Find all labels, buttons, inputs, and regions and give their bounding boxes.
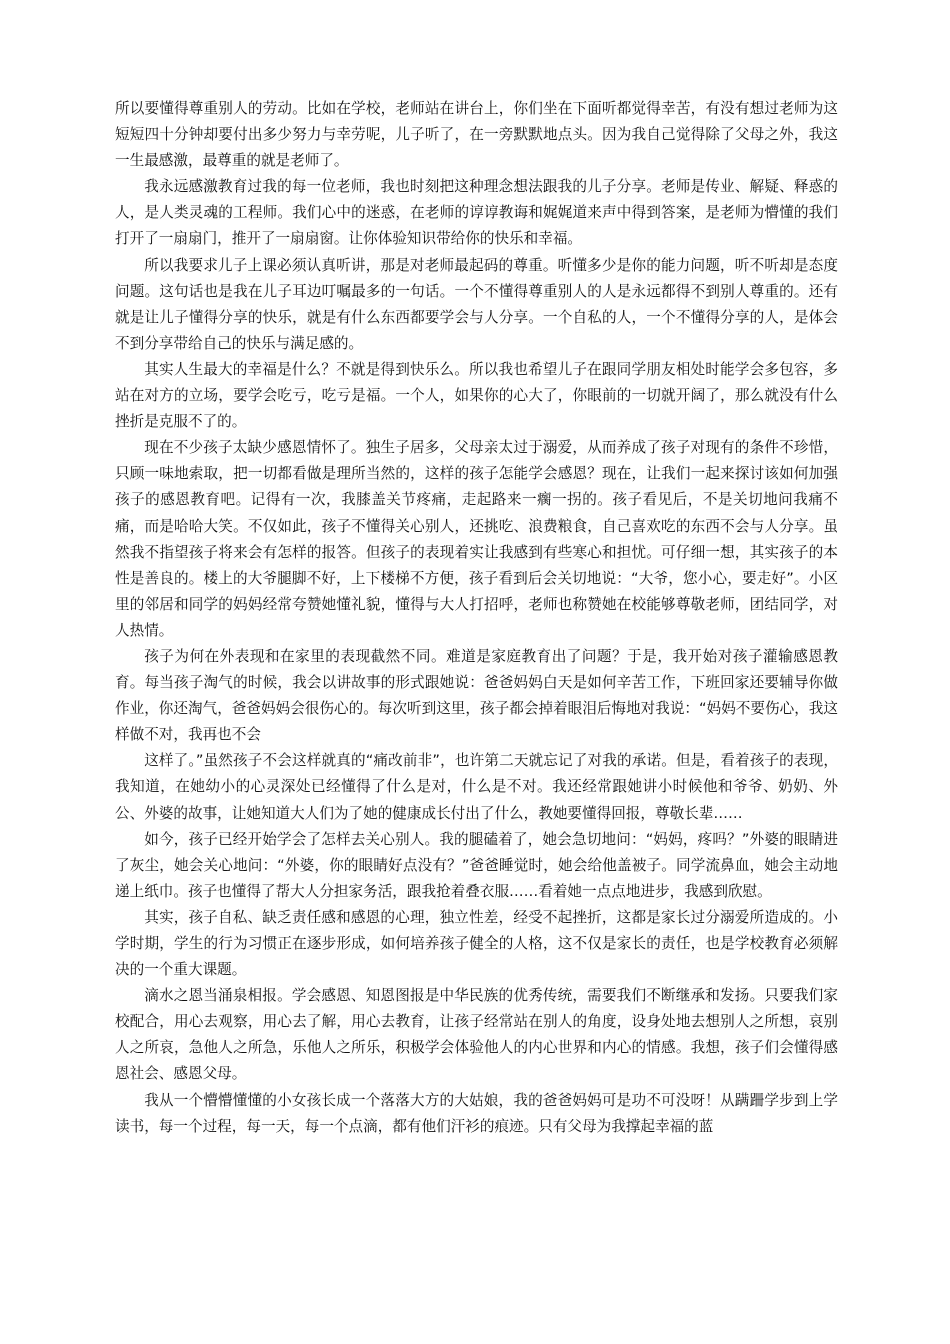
paragraph-2: 我永远感激教育过我的每一位老师，我也时刻把这种理念想法跟我的儿子分享。老师是传业、解疑、释惑的人，是人类灵魂的工程师。我们心中的迷惑，在老师的谆谆教诲和娓娓道来声中得到答案，是老师为懵懂的我们打开了一扇扇门，推开了一扇扇窗。让你体验知识带给你的快乐和幸福。 — [115, 178, 838, 248]
document-body — [115, 96, 838, 1140]
paragraph-4: 其实人生最大的幸福是什么？不就是得到快乐么。所以我也希望儿子在跟同学朋友相处时能学会多包容，多站在对方的立场，要学会吃亏，吃亏是福。一个人，如果你的心大了，你眼前的一切就开阔了，那么就没有什么挫折是克服不了的。 — [115, 360, 838, 431]
paragraph-11: 我从一个懵懵懂懂的小女孩长成一个落落大方的大姑娘，我的爸爸妈妈可是功不可没呀！从蹒跚学步到上学读书，每一个过程，每一天，每一个点滴，都有他们汗衫的痕迹。只有父母为我撑起幸福的蓝 — [115, 1091, 838, 1135]
paragraph-5: 现在不少孩子太缺少感恩情怀了。独生子居多，父母亲太过于溺爱，从而养成了孩子对现有的条件不珍惜，只顾一味地索取，把一切都看做是理所当然的，这样的孩子怎能学会感恩？现在，让我们一起来探讨该如何加强孩子的感恩教育吧。记得有一次，我膝盖关节疼痛，走起路来一瘸一拐的。孩子看见后，不是关切地问我痛不痛，而是哈哈大笑。不仅如此，孩子不懂得关心别人，还挑吃、浪费粮食，自己喜欢吃的东西不会与人分享。虽然我不指望孩子将来会有怎样的报答。但孩子的表现着实让我感到有些寒心和担忧。可仔细一想，其实孩子的本性是善良的。楼上的大爷腿脚不好，上下楼梯不方便，孩子看到后会关切地说：“大爷，您小心，要走好”。小区里的邻居和同学的妈妈经常夸赞她懂礼貌，懂得与大人打招呼，老师也称赞她在校能够尊敬老师，团结同学，对人热情。 — [115, 439, 838, 639]
paragraph-6: 孩子为何在外表现和在家里的表现截然不同。难道是家庭教育出了问题？于是，我开始对孩子灌输感恩教育。每当孩子淘气的时候，我会以讲故事的形式跟她说：爸爸妈妈白天是如何辛苦工作，下班回家还要辅导你做作业，你还淘气，爸爸妈妈会很伤心的。每次听到这里，孩子都会掉着眼泪后悔地对我说：“妈妈不要伤心，我这样做不对，我再也不会 — [115, 647, 838, 744]
paragraph-8: 如今，孩子已经开始学会了怎样去关心别人。我的腿磕着了，她会急切地问：“妈妈，疼吗？”外婆的眼睛进了灰尘，她会关心地问：“外婆，你的眼睛好点没有？”爸爸睡觉时，她会给他盖被子。同学流鼻血，她会主动地递上纸巾。孩子也懂得了帮大人分担家务活，跟我抢着叠衣服……看着她一点点地进步，我感到欣慰。 — [115, 830, 838, 900]
paragraph-1: 所以要懂得尊重别人的劳动。比如在学校，老师站在讲台上，你们坐在下面听都觉得幸苦，有没有想过老师为这短短四十分钟却要付出多少努力与幸劳呢，儿子听了，在一旁默默地点头。因为我自己觉得除了父母之外，我这一生最感激，最尊重的就是老师了。 — [115, 100, 838, 170]
paragraph-7: 这样了。”虽然孩子不会这样就真的“痛改前非”，也许第二天就忘记了对我的承诺。但是，看着孩子的表现，我知道，在她幼小的心灵深处已经懂得了什么是对，什么是不对。我还经常跟她讲小时候他和爷爷、奶奶、外公、外婆的故事，让她知道大人们为了她的健康成长付出了什么，教她要懂得回报，尊敬长辈…… — [115, 752, 838, 822]
paragraph-3: 所以我要求儿子上课必须认真听讲，那是对老师最起码的尊重。听懂多少是你的能力问题，听不听却是态度问题。这句话也是我在儿子耳边叮嘱最多的一句话。一个不懂得尊重别人的人是永远都得不到别人尊重的。还有就是让儿子懂得分享的快乐，就是有什么东西都要学会与人分享。一个自私的人，一个不懂得分享的人，是体会不到分享带给自己的快乐与满足感的。 — [115, 256, 838, 352]
paragraph-9: 其实，孩子自私、缺乏责任感和感恩的心理，独立性差，经受不起挫折，这都是家长过分溺爱所造成的。小学时期，学生的行为习惯正在逐步形成，如何培养孩子健全的人格，这不仅是家长的责任，也是学校教育必须解决的一个重大课题。 — [115, 908, 838, 979]
paragraph-10: 滴水之恩当涌泉相报。学会感恩、知恩图报是中华民族的优秀传统，需要我们不断继承和发扬。只要我们家校配合，用心去观察，用心去了解，用心去教育，让孩子经常站在别人的角度，设身处地去想别人之所想，哀别人之所哀，急他人之所急，乐他人之所乐，积极学会体验他人的内心世界和内心的情感。我想，孩子们会懂得感恩社会、感恩父母。 — [115, 987, 838, 1083]
